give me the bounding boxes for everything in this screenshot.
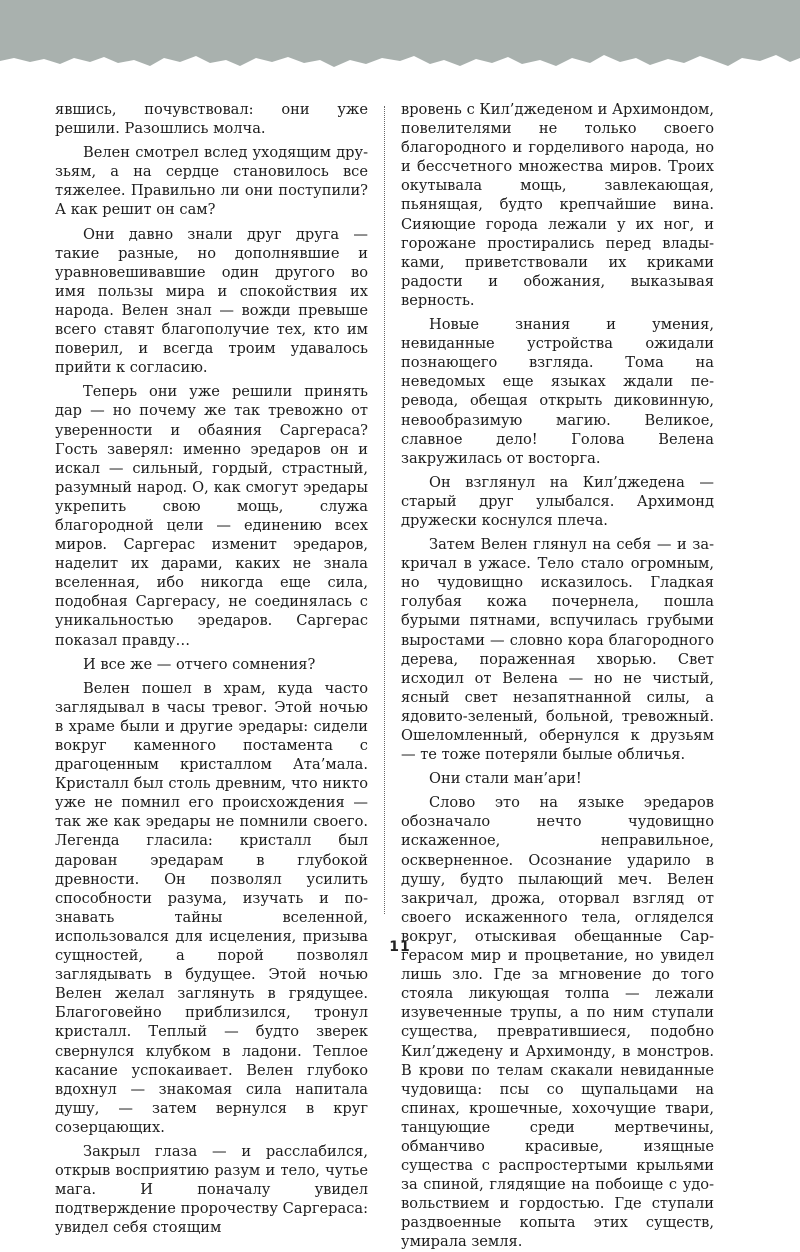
paragraph: Слово это на языке эредаров обозначало нечто чудовищно искаженное, неправильное, оскверненное. Осознание ударило в душу, будто пылающий меч. Велен закричал, дрожа, оторвал взгляд от своего искаженного тела, огляделся вокруг, отыскивая обещанные Саргерасом мир и процветание, но увидел лишь зло. Где за мгновение до того стояла ликующая толпа — лежали изувеченные трупы, а по ним ступали существа, превратившиеся, подобно Кил’джедену и Архимонду, в монстров. В крови по телам скакали невиданные чудовища: псы со щупальцами на спинах, крошечные, хохочущие твари, танцующие среди мертвечины, обманчиво красивые, изящные существа с распростертыми крыльями за спиной, глядящие на побоище с удовольствием и гордостью. Где ступали раздвоенные копыта этих существ, умирала земля. bbox=[401, 794, 714, 1251]
paragraph: явшись, почувствовал: они уже решили. Разошлись молча. bbox=[55, 101, 368, 138]
paragraph: Они стали ман’ари! bbox=[429, 770, 582, 788]
paragraph: вровень с Кил’джеденом и Архимондом, повелителями не только своего благородного и горделивого народа, но и бессчетного множества миров. Троих окутывала мощь, завлекающая, пьянящая, будто крепчайшие вина. Сияющие города лежали у их ног, и горожане простирались перед владыками, приветствовали их криками радости и обожания, выказывая верность. bbox=[401, 101, 714, 309]
paragraph: Велен пошел в храм, куда часто заглядывал в часы тревог. Этой ночью в храме были и другие эредары: сидели вокруг каменного постамента с драгоценным кристаллом Ата’мала. Кристалл был столь древним, что никто уже не помнил его происхождения — так же как эредары не помнили своего. Легенда гласила: кристалл был дарован эредарам в глубокой древности. Он позволял усилить способности разума, изучать и познавать тайны вселенной, использовался для исцеления, призыва сущностей, а порой позволял заглядывать в будущее. Этой ночью Велен желал заглянуть в грядущее. Благоговейно приблизился, тронул кристалл. Теплый — будто зверек свернулся клубком в ладони. Теплое касание успокаивает. Велен глубоко вдохнул — знакомая сила напитала душу, — затем вернулся в круг созерцающих. bbox=[55, 679, 368, 1136]
paragraph: Они давно знали друг друга — такие разные, но дополнявшие и уравновешивавшие один другого во имя пользы мира и спокойствия их народа. Велен знал — вожди превыше всего ставят благополучие тех, кто им поверил, и всегда троим удавалось прийти к согласию. bbox=[55, 225, 368, 377]
column-divider bbox=[384, 106, 385, 914]
paragraph: Он взглянул на Кил’джедена — старый друг улыбался. Архимонд дружески коснулся плеча. bbox=[401, 473, 714, 529]
page-number: 11 bbox=[389, 939, 411, 955]
right-column bbox=[401, 100, 714, 1252]
paragraph: И все же — отчего сомнения? bbox=[83, 655, 316, 673]
left-column bbox=[55, 100, 368, 1237]
paragraph: Новые знания и умения, невиданные устройства ожидали познающего взгляда. Тома на неведомых еще языках ждали перевода, обещая открыть диковинную, невообразимую магию. Великое, славное дело! Голова Велена закружилась от восторга. bbox=[401, 316, 714, 467]
paragraph: Велен смотрел вслед уходящим друзьям, а на сердце становилось все тяжелее. Правильно ли они поступили? А как решит он сам? bbox=[55, 144, 368, 219]
paragraph: Теперь они уже решили принять дар — но почему же так тревожно от уверенности и обаяния Саргераса? Гость заверял: именно эредаров он и искал — сильный, гордый, страстный, разумный народ. О, как смогут эредары укрепить свою мощь, служа благородной цели — единению всех миров. Саргерас изменит эредаров, наделит их дарами, каких не знала вселенная, ибо никогда еще сила, подобная Саргерасу, не соединялась с уникальностью эредаров. Саргерас показал правду… bbox=[55, 383, 368, 649]
paragraph: Затем Велен глянул на себя — и закричал в ужасе. Тело стало огромным, но чудовищно исказилось. Гладкая голубая кожа почернела, пошла бурыми пятнами, вспучилась грубыми выростами — словно кора благородного дерева, пораженная хворью. Свет исходил от Велена — но не чистый, ясный свет незапятнанной силы, а ядовито-зеленый, больной, тревожный. Ошеломленный, обернулся к друзьям — те тоже потеряли былые обличья. bbox=[401, 536, 714, 764]
paragraph: Закрыл глаза — и расслабился, открыв восприятию разум и тело, чутье мага. И поначалу увидел подтверждение пророчеству Саргераса: увидел себя стоящим bbox=[55, 1142, 368, 1237]
header-band bbox=[0, 0, 800, 95]
